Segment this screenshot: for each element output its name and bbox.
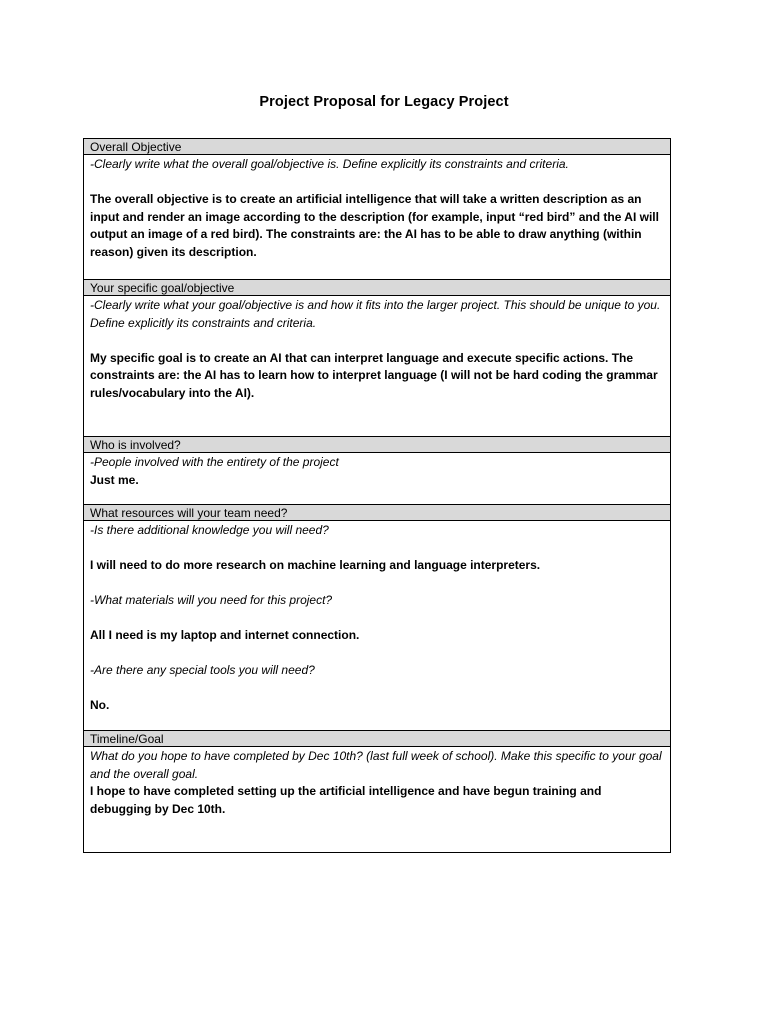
section-header-overall-objective: Overall Objective bbox=[84, 139, 670, 155]
section-specific-goal bbox=[84, 279, 670, 436]
prompt-text: -Is there additional knowledge you will need? bbox=[90, 523, 329, 537]
prompt-text: -People involved with the entirety of the project bbox=[90, 455, 339, 469]
prompt-text: What do you hope to have completed by Dec 10th? (last full week of school). Make this specific to your goal and the overall goal. bbox=[90, 749, 662, 781]
section-body-resources bbox=[84, 521, 670, 730]
section-overall-objective bbox=[84, 139, 670, 279]
section-body-overall-objective bbox=[84, 155, 670, 279]
answer-text: Just me. bbox=[90, 472, 139, 487]
section-body-who-is-involved bbox=[84, 453, 670, 504]
prompt-text: -Are there any special tools you will need? bbox=[90, 663, 315, 678]
answer-text: No. bbox=[90, 698, 110, 713]
answer-text: All I need is my laptop and internet connection. bbox=[90, 628, 360, 643]
prompt-text: -Clearly write what the overall goal/objective is. Define explicitly its constraints and criteria. bbox=[90, 157, 569, 171]
section-resources bbox=[84, 504, 670, 730]
page-title: Project Proposal for Legacy Project bbox=[259, 94, 509, 110]
section-header-who-is-involved: Who is involved? bbox=[84, 437, 670, 453]
answer-text: I will need to do more research on machine learning and language interpreters. bbox=[90, 558, 541, 573]
answer-text: The overall objective is to create an artificial intelligence that will take a written description as an input and render an image according to the description (for example, input “red bird” and the AI will output an image of a red bird). The constraints are: the AI has to be able to draw anything (within reason) given its description. bbox=[90, 192, 659, 259]
section-timeline-goal bbox=[84, 730, 670, 852]
proposal-form-table bbox=[83, 138, 671, 853]
section-header-resources: What resources will your team need? bbox=[84, 505, 670, 521]
answer-text: I hope to have completed setting up the artificial intelligence and have begun training and debugging by Dec 10th. bbox=[90, 784, 602, 816]
section-body-timeline-goal bbox=[84, 747, 670, 852]
section-who-is-involved bbox=[84, 436, 670, 504]
prompt-text: -Clearly write what your goal/objective is and how it fits into the larger project. This should be unique to you. Define explicitly its constraints and criteria. bbox=[90, 298, 661, 330]
section-body-specific-goal bbox=[84, 296, 670, 436]
section-header-specific-goal: Your specific goal/objective bbox=[84, 280, 670, 296]
answer-text: My specific goal is to create an AI that can interpret language and execute specific actions. The constraints are: the AI has to learn how to interpret language (I will not be hard coding the grammar rules/vocabulary into the AI). bbox=[90, 350, 658, 400]
section-header-timeline-goal: Timeline/Goal bbox=[84, 731, 670, 747]
prompt-text: -What materials will you need for this project? bbox=[90, 593, 333, 608]
